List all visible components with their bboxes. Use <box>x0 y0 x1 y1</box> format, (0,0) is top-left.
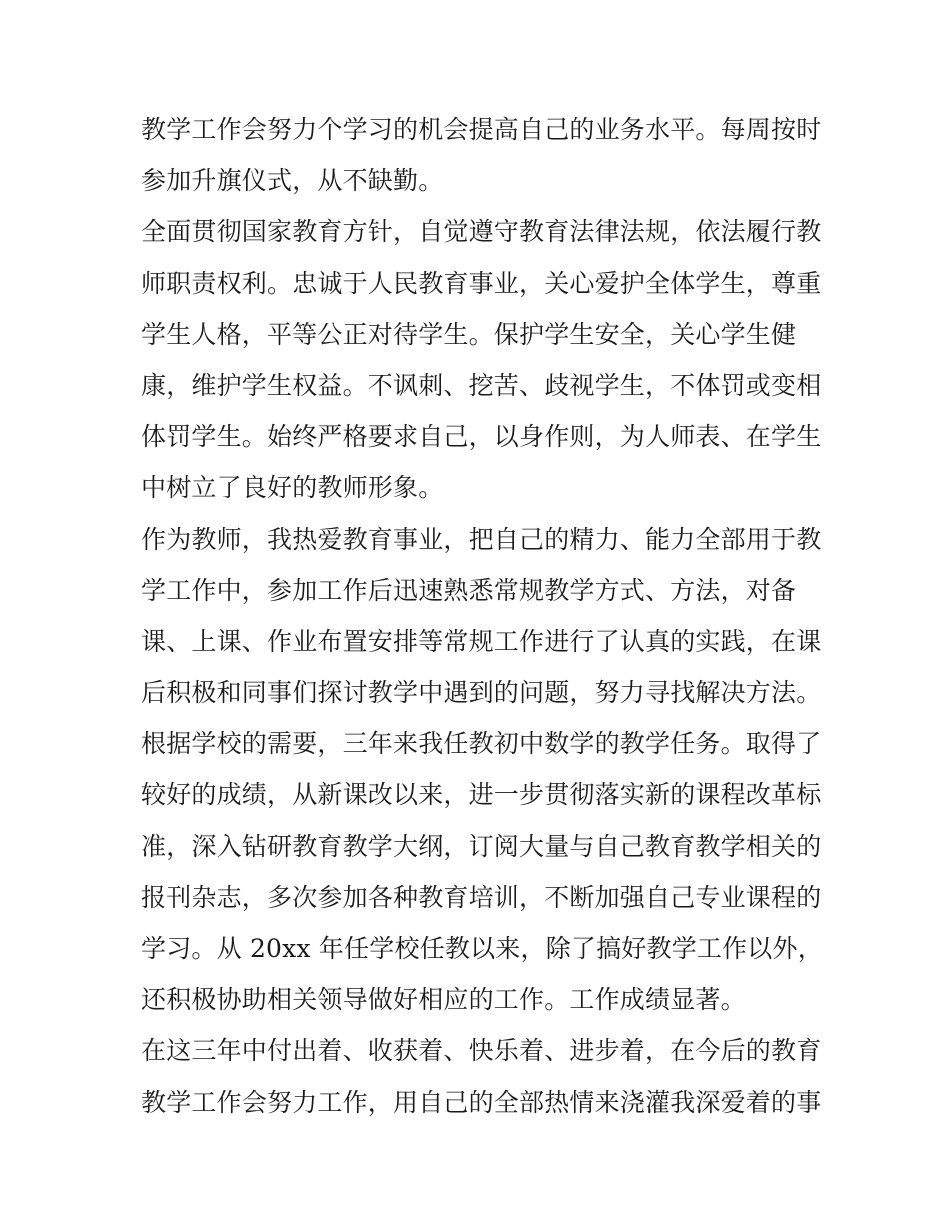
text-line: 学工作中，参加工作后迅速熟悉常规教学方式、方法，对备 <box>141 575 797 605</box>
text-line: 学生人格，平等公正对待学生。保护学生安全，关心学生健 <box>141 319 797 349</box>
text-line: 中树立了良好的教师形象。 <box>141 473 444 503</box>
text-line: 根据学校的需要，三年来我任教初中数学的教学任务。取得了 <box>141 729 822 759</box>
text-line: 报刊杂志，多次参加各种教育培训，不断加强自己专业课程的 <box>141 882 822 912</box>
text-line: 康，维护学生权益。不讽刺、挖苦、歧视学生，不体罚或变相 <box>141 370 822 400</box>
text-line: 体罚学生。始终严格要求自己，以身作则，为人师表、在学生 <box>141 422 822 452</box>
text-line: 还积极协助相关领导做好相应的工作。工作成绩显著。 <box>141 985 746 1015</box>
text-line: 学习。从 20xx 年任学校任教以来，除了搞好教学工作以外， <box>141 934 823 963</box>
text-line: 后积极和同事们探讨教学中遇到的问题，努力寻找解决方法。 <box>141 678 822 708</box>
text-line: 课、上课、作业布置安排等常规工作进行了认真的实践，在课 <box>141 626 822 656</box>
text-line: 教学工作会努力工作，用自己的全部热情来浇灌我深爱着的事 <box>141 1087 822 1117</box>
document-body <box>141 104 821 1128</box>
text-line: 在这三年中付出着、收获着、快乐着、进步着，在今后的教育 <box>141 1036 822 1066</box>
text-line: 准，深入钻研教育教学大纲，订阅大量与自己教育教学相关的 <box>141 831 822 861</box>
text-line: 参加升旗仪式，从不缺勤。 <box>141 166 444 196</box>
text-line: 教学工作会努力个学习的机会提高自己的业务水平。每周按时 <box>141 115 822 144</box>
text-line: 较好的成绩，从新课改以来，进一步贯彻落实新的课程改革标 <box>141 780 822 810</box>
text-line: 全面贯彻国家教育方针，自觉遵守教育法律法规，依法履行教 <box>141 217 822 247</box>
text-line: 师职责权利。忠诚于人民教育事业，关心爱护全体学生，尊重 <box>141 268 822 298</box>
text-line: 作为教师，我热爱教育事业，把自己的精力、能力全部用于教 <box>141 524 822 554</box>
